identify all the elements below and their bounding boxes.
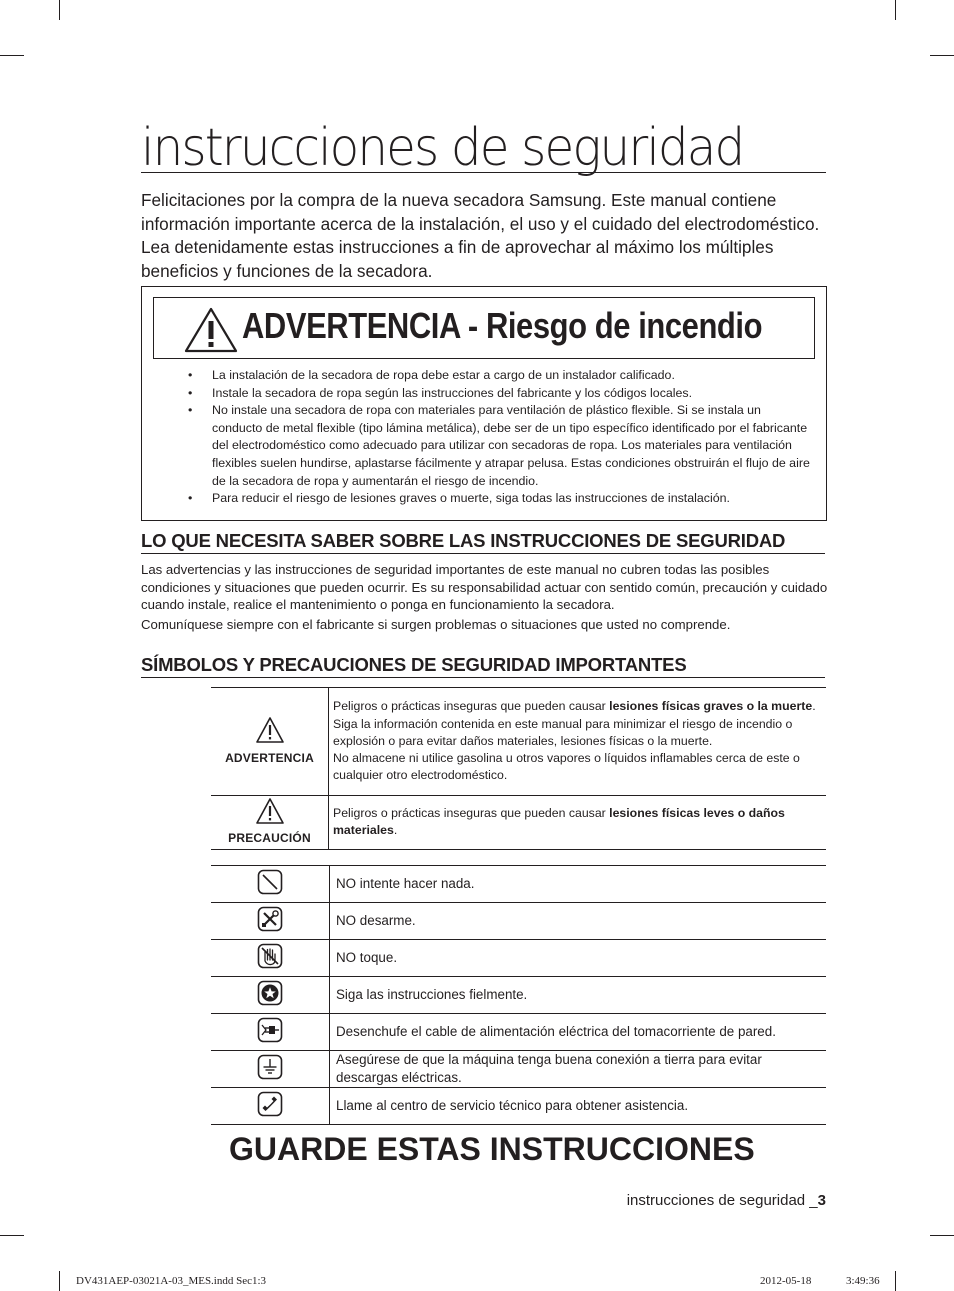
advertencia-text: Peligros o prácticas inseguras que pueden causar: [333, 699, 610, 714]
section-heading-need: LO QUE NECESITA SABER SOBRE LAS INSTRUCCIONES DE SEGURIDAD: [141, 530, 825, 554]
phone-icon: [257, 1091, 283, 1117]
table-row: [211, 977, 826, 1014]
no-disassemble-icon: [257, 906, 283, 932]
precaucion-text-bold: lesiones físicas leves o daños materiales: [333, 806, 785, 838]
precaucion-text: .: [393, 823, 398, 838]
pictogram-text: Asegúrese de que la máquina tenga buena conexión a tierra para evitar descargas eléctricas.: [330, 1051, 827, 1088]
print-slug-file: DV431AEP-03021A-03_MES.indd Sec1:3: [76, 1275, 267, 1287]
crop-mark: [0, 1235, 24, 1236]
crop-mark: [930, 55, 954, 56]
warning-triangle-icon: [255, 797, 285, 825]
pictogram-cell: [211, 1014, 330, 1051]
pictogram-text: NO intente hacer nada.: [330, 866, 827, 903]
section-heading-symbols: SÍMBOLOS Y PRECAUCIONES DE SEGURIDAD IMPORTANTES: [141, 654, 825, 678]
table-row: [211, 1088, 826, 1125]
fire-warning-box: [141, 286, 827, 521]
page-footer: [627, 1192, 826, 1210]
list-item: • No instale una secadora de ropa con materiales para ventilación de plástico flexible. Si se instala un conducto de metal flexible (tipo lámina metálica), debe ser de un tipo específico identificado por el fabricante del electrodoméstico como adecuado para utilizar con secadoras de ropa. Los materiales para ventilación flexibles suelen hundirse, aplastarse fácilmente y atrapar pelusa. Estas condiciones obstruirán el flujo de aire de la secadora de ropa y aumentarán el riesgo de incendio.: [188, 402, 814, 490]
crop-mark: [930, 1235, 954, 1236]
safety-symbols-table: [211, 687, 826, 850]
advertencia-text-bold: lesiones físicas graves o la muerte: [609, 699, 813, 714]
table-row: [211, 688, 826, 796]
pictogram-text: NO desarme.: [330, 903, 827, 940]
advertencia-text: .: [812, 699, 816, 714]
precaucion-cell: [211, 796, 329, 850]
intro-paragraph: Felicitaciones por la compra de la nueva secadora Samsung. Este manual contiene información importante acerca de la instalación, el uso y el cuidado del electrodoméstico. Lea detenidamente estas instrucciones a fin de aprovechar al máximo los múltiples beneficios y funciones de la secadora.: [141, 190, 820, 281]
list-item: • La instalación de la secadora de ropa debe estar a cargo de un instalador calificado.: [188, 367, 814, 385]
save-instructions-banner: GUARDE ESTAS INSTRUCCIONES: [229, 1131, 755, 1167]
fire-warning-header: [153, 297, 815, 359]
table-row: [211, 1051, 826, 1088]
advertencia-text: No almacene ni utilice gasolina u otros vapores o líquidos inflamables cerca de este o cualquier otro electrodoméstico.: [333, 751, 800, 783]
table-row: [211, 866, 826, 903]
precaucion-description: [329, 796, 827, 850]
unplug-icon: [257, 1017, 283, 1043]
table-row: [211, 940, 826, 977]
page-title: [141, 118, 826, 178]
advertencia-description: [329, 688, 827, 796]
star-instructions-icon: [257, 980, 283, 1006]
pictogram-cell: [211, 1088, 330, 1125]
print-slug-date: 2012-05-18: [760, 1275, 812, 1287]
fire-warning-list: [188, 367, 814, 508]
prohibited-icon: [257, 869, 283, 895]
advertencia-text: Siga la información contenida en este manual para minimizar el riesgo de incendio o explosión o para evitar daños materiales, lesiones físicas o la muerte.: [333, 716, 793, 748]
pictogram-cell: [211, 977, 330, 1014]
pictogram-cell: [211, 1051, 330, 1088]
page-number: 3: [817, 1192, 826, 1209]
list-item: • Para reducir el riesgo de lesiones graves o muerte, siga todas las instrucciones de instalación.: [188, 490, 814, 508]
pictogram-text: NO toque.: [330, 940, 827, 977]
table-row: [211, 1014, 826, 1051]
table-row: [211, 903, 826, 940]
print-slug-time: 3:49:36: [846, 1275, 880, 1287]
crop-mark: [0, 55, 24, 56]
pictogram-text: Desenchufe el cable de alimentación eléctrica del tomacorriente de pared.: [330, 1014, 827, 1051]
advertencia-label: ADVERTENCIA: [225, 750, 314, 765]
crop-mark: [895, 0, 896, 20]
list-item: • Instale la secadora de ropa según las instrucciones del fabricante y los códigos locales.: [188, 385, 814, 403]
pictogram-cell: [211, 903, 330, 940]
pictogram-cell: [211, 866, 330, 903]
fire-warning-title: ADVERTENCIA - Riesgo de incendio: [242, 305, 763, 346]
pictogram-text: Llame al centro de servicio técnico para obtener asistencia.: [330, 1088, 827, 1125]
no-touch-icon: [257, 943, 283, 969]
crop-mark: [59, 0, 60, 20]
section-need-paragraph: Las advertencias y las instrucciones de seguridad importantes de este manual no cubren todas las posibles condiciones y situaciones que pueden ocurrir. Es su responsabilidad actuar con sentido común, precaución y cuidado cuando instale, realice el mantenimiento o ponga en funcionamiento la secadora.: [141, 562, 828, 613]
page-title-text: instrucciones de seguridad: [141, 118, 744, 178]
precaucion-label: PRECAUCIÓN: [228, 831, 311, 846]
footer-section: instrucciones de seguridad _: [626, 1192, 818, 1209]
advertencia-cell: [211, 688, 329, 796]
precaucion-text: Peligros o prácticas inseguras que pueden causar: [333, 806, 610, 820]
warning-triangle-icon: [183, 306, 239, 354]
pictogram-table: [211, 865, 826, 1125]
crop-mark: [895, 1271, 896, 1291]
crop-mark: [59, 1271, 60, 1291]
ground-icon: [257, 1054, 283, 1080]
warning-triangle-icon: [255, 716, 285, 744]
pictogram-text: Siga las instrucciones fielmente.: [330, 977, 827, 1014]
pictogram-cell: [211, 940, 330, 977]
table-row: [211, 796, 826, 850]
section-need-paragraph: Comuníquese siempre con el fabricante si surgen problemas o situaciones que usted no comprende.: [141, 617, 731, 632]
